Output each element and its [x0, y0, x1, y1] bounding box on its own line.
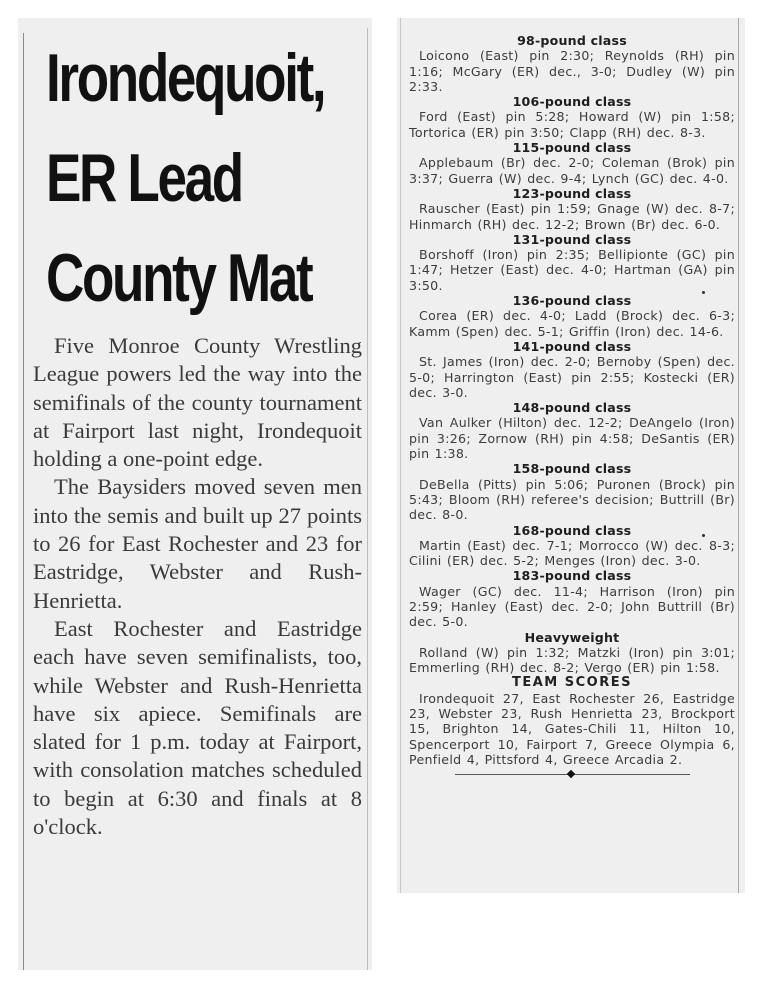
class-heading: 141-pound class: [512, 338, 632, 354]
column-rule-right: [738, 18, 739, 893]
paragraph-2: The Baysiders moved seven men into the semis and built up 27 points to 26 for East Rochester and 23 for Eastridge, Webster and Rush-Henrietta.: [33, 474, 362, 613]
class-heading: 158-pound class: [512, 461, 632, 477]
class-heavyweight: [409, 630, 735, 676]
article-body: [33, 332, 362, 841]
class-98: [409, 33, 735, 94]
print-speck: [702, 291, 705, 294]
class-results: DeBella (Pitts) pin 5:06; Puronen (Brock) pin 5:43; Bloom (RH) referee's decision; Buttrill (Br) dec. 8-0.: [409, 476, 735, 523]
team-scores-text: Irondequoit 27, East Rochester 26, Eastridge 23, Webster 23, Rush Henrietta 23, Brockport 15, Brighton 14, Gates-Chili 11, Hilton 10, Spencerport 10, Fairport 7, Greece Olympia 6, Penfield 4, Pittsford 4, Greece Arcadia 2.: [409, 690, 735, 767]
class-heading: 123-pound class: [512, 185, 632, 201]
class-141: [409, 339, 735, 400]
headline-line-1: Irondequoit,: [46, 40, 325, 116]
headline: [46, 28, 325, 328]
headline-line-2: ER Lead: [46, 140, 242, 216]
print-speck: [702, 534, 705, 537]
headline-line-3: County Mat: [46, 240, 312, 316]
class-results: Corea (ER) dec. 4-0; Ladd (Brock) dec. 6-3; Kamm (Spen) dec. 5-1; Griffin (Iron) dec. 14-6.: [409, 308, 735, 339]
class-results: Rolland (W) pin 1:32; Matzki (Iron) pin 3:01; Emmerling (RH) dec. 8-2; Vergo (ER) pin 1:58.: [409, 644, 735, 676]
column-rule-right: [367, 28, 368, 970]
class-heading: 183-pound class: [512, 568, 632, 584]
class-results: Applebaum (Br) dec. 2-0; Coleman (Brok) pin 3:37; Guerra (W) dec. 9-4; Lynch (GC) dec. 4-0.: [409, 155, 735, 186]
results-clipping: [397, 18, 745, 893]
class-heading: Heavyweight: [524, 629, 620, 645]
class-results: Loicono (East) pin 2:30; Reynolds (RH) pin 1:16; McGary (ER) dec., 3-0; Dudley (W) pin 2:33.: [409, 48, 735, 94]
team-scores: [409, 675, 735, 767]
column-rule-left: [23, 33, 24, 970]
class-158: [409, 461, 735, 522]
article-clipping: [18, 18, 372, 970]
diamond-ornament-icon: [566, 770, 574, 778]
class-results: St. James (Iron) dec. 2-0; Bernoby (Spen) dec. 5-0; Harrington (East) pin 2:55; Kostecki (ER) dec. 3-0.: [409, 354, 735, 400]
class-heading: 106-pound class: [512, 94, 632, 110]
class-148: [409, 400, 735, 461]
class-heading: 115-pound class: [512, 140, 632, 156]
class-115: [409, 140, 735, 186]
class-123: [409, 186, 735, 232]
class-183: [409, 568, 735, 629]
class-106: [409, 94, 735, 140]
class-heading: 168-pound class: [512, 522, 632, 538]
class-results: Martin (East) dec. 7-1; Morrocco (W) dec. 8-3; Cilini (ER) dec. 5-2; Menges (Iron) dec. 3-0.: [409, 537, 735, 569]
paragraph-1: Five Monroe County Wrestling League powers led the way into the semifinals of the county tournament at Fairport last night, Irondequoit holding a one-point edge.: [33, 333, 362, 472]
section-divider: [455, 770, 690, 778]
class-168: [409, 523, 735, 569]
results-list: [409, 33, 735, 778]
team-scores-heading: TEAM SCORES: [512, 675, 632, 691]
class-131: [409, 232, 735, 293]
column-rule-left: [400, 18, 401, 893]
class-results: Rauscher (East) pin 1:59; Gnage (W) dec. 8-7; Hinmarch (RH) dec. 12-2; Brown (Br) dec. 6-0.: [409, 201, 735, 232]
class-heading: 131-pound class: [512, 231, 632, 247]
class-136: [409, 293, 735, 339]
class-results: Wager (GC) dec. 11-4; Harrison (Iron) pin 2:59; Hanley (East) dec. 2-0; John Buttrill (Br) dec. 5-0.: [409, 583, 735, 630]
paragraph-3: East Rochester and Eastridge each have seven semifinalists, too, while Webster and Rush-Henrietta have six apiece. Semifinals are slated for 1 p.m. today at Fairport, with consolation matches scheduled to begin at 6:30 and finals at 8 o'clock.: [33, 615, 362, 840]
class-heading: 148-pound class: [512, 400, 632, 416]
class-results: Van Aulker (Hilton) dec. 12-2; DeAngelo (Iron) pin 3:26; Zornow (RH) pin 4:58; DeSantis (ER) pin 1:38.: [409, 415, 735, 462]
class-heading: 136-pound class: [512, 293, 632, 309]
class-heading: 98-pound class: [517, 33, 627, 48]
class-results: Ford (East) pin 5:28; Howard (W) pin 1:58; Tortorica (ER) pin 3:50; Clapp (RH) dec. 8-3.: [409, 109, 735, 140]
class-results: Borshoff (Iron) pin 2:35; Bellipionte (GC) pin 1:47; Hetzer (East) dec. 4-0; Hartman (GA) pin 3:50.: [409, 247, 735, 293]
